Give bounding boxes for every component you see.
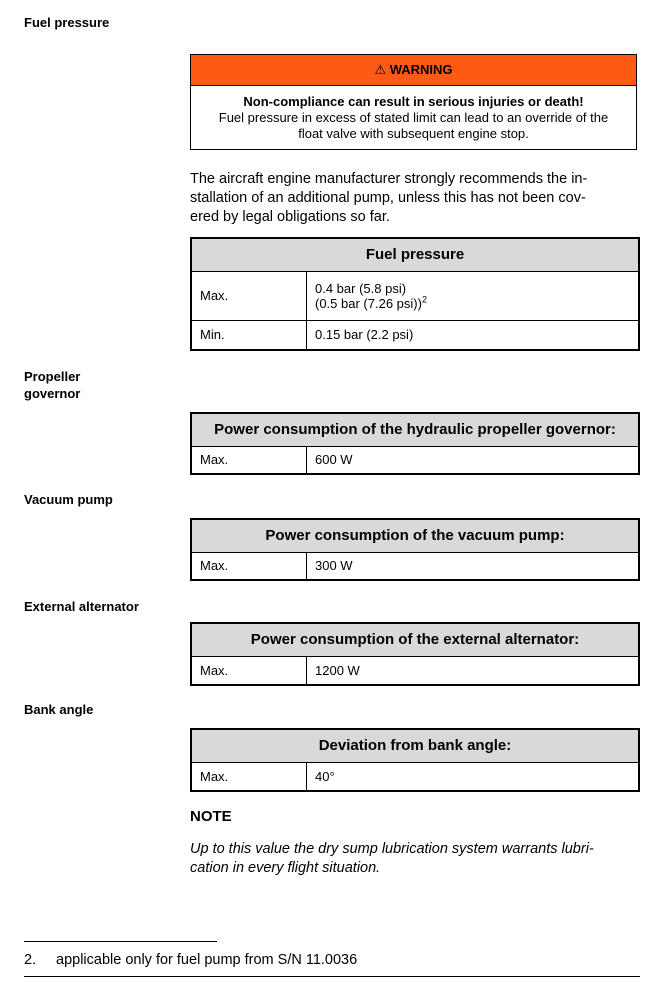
section-heading-vacuum-pump: Vacuum pump (24, 492, 113, 507)
max-pressure-alt-value: (0.5 bar (7.26 psi))$^2$ (315, 294, 427, 311)
table-cell-label: Min. (191, 320, 307, 350)
warning-header: ⚠ WARNING (191, 55, 636, 86)
table-cell-value: 1200 W (307, 656, 640, 685)
table-cell-value: 0.15 bar (2.2 psi) (307, 320, 640, 350)
propeller-governor-table (190, 412, 640, 475)
fuel-pump-recommendation (190, 170, 638, 227)
page-bottom-rule (24, 976, 640, 977)
note-text (190, 840, 638, 878)
heading-line: governor (24, 386, 81, 401)
heading-line: Propeller (24, 369, 81, 384)
table-header: Fuel pressure (191, 238, 639, 271)
section-heading-external-alternator: External alternator (24, 599, 139, 614)
warning-line: float valve with subsequent engine stop. (298, 126, 529, 141)
warning-line: Fuel pressure in excess of stated limit can lead to an override of the (218, 110, 609, 125)
paragraph-line: stallation of an additional pump, unless this has not been cov- (190, 190, 586, 206)
section-heading-bank-angle: Bank angle (24, 702, 94, 717)
paragraph-line: ered by legal obligations so far. (190, 209, 390, 225)
note-line: cation in every flight situation. (190, 860, 381, 876)
paragraph-line: The aircraft engine manufacturer strongly recommends the in- (190, 171, 588, 187)
table-header: Power consumption of the vacuum pump: (191, 519, 639, 552)
warning-body (191, 86, 636, 142)
table-header: Power consumption of the external alternator: (191, 623, 639, 656)
vacuum-pump-table (190, 518, 640, 581)
warning-box (190, 54, 637, 150)
footnote-text: applicable only for fuel pump from S/N 11.0036 (56, 952, 358, 968)
max-pressure-value: 0.4 bar (5.8 psi) (315, 280, 407, 296)
note-line: Up to this value the dry sump lubrication system warrants lubri- (190, 841, 594, 857)
external-alternator-table (190, 622, 640, 686)
table-cell-value: 600 W (307, 446, 640, 474)
table-cell-label: Max. (191, 271, 307, 320)
table-cell-label: Max. (191, 762, 307, 791)
table-cell-label: Max. (191, 446, 307, 474)
table-cell-label: Max. (191, 656, 307, 685)
table-header: Power consumption of the hydraulic propeller governor: (191, 413, 639, 446)
warning-line-bold: Non-compliance can result in serious injuries or death! (243, 94, 584, 109)
table-cell-value: 40° (307, 762, 640, 791)
footnote-ref: 2 (421, 294, 427, 305)
section-heading-fuel-pressure: Fuel pressure (24, 15, 110, 30)
note-title: NOTE (190, 808, 232, 825)
table-cell-value: 300 W (307, 552, 640, 580)
table-cell-label: Max. (191, 552, 307, 580)
footnote-number: 2. (24, 952, 37, 968)
table-cell-value (307, 271, 640, 320)
fuel-pressure-table (190, 237, 640, 351)
section-heading-propeller-governor (24, 368, 174, 402)
bank-angle-table (190, 728, 640, 792)
footnote-divider (24, 941, 217, 942)
table-header: Deviation from bank angle: (191, 729, 639, 762)
footnote (24, 952, 357, 968)
